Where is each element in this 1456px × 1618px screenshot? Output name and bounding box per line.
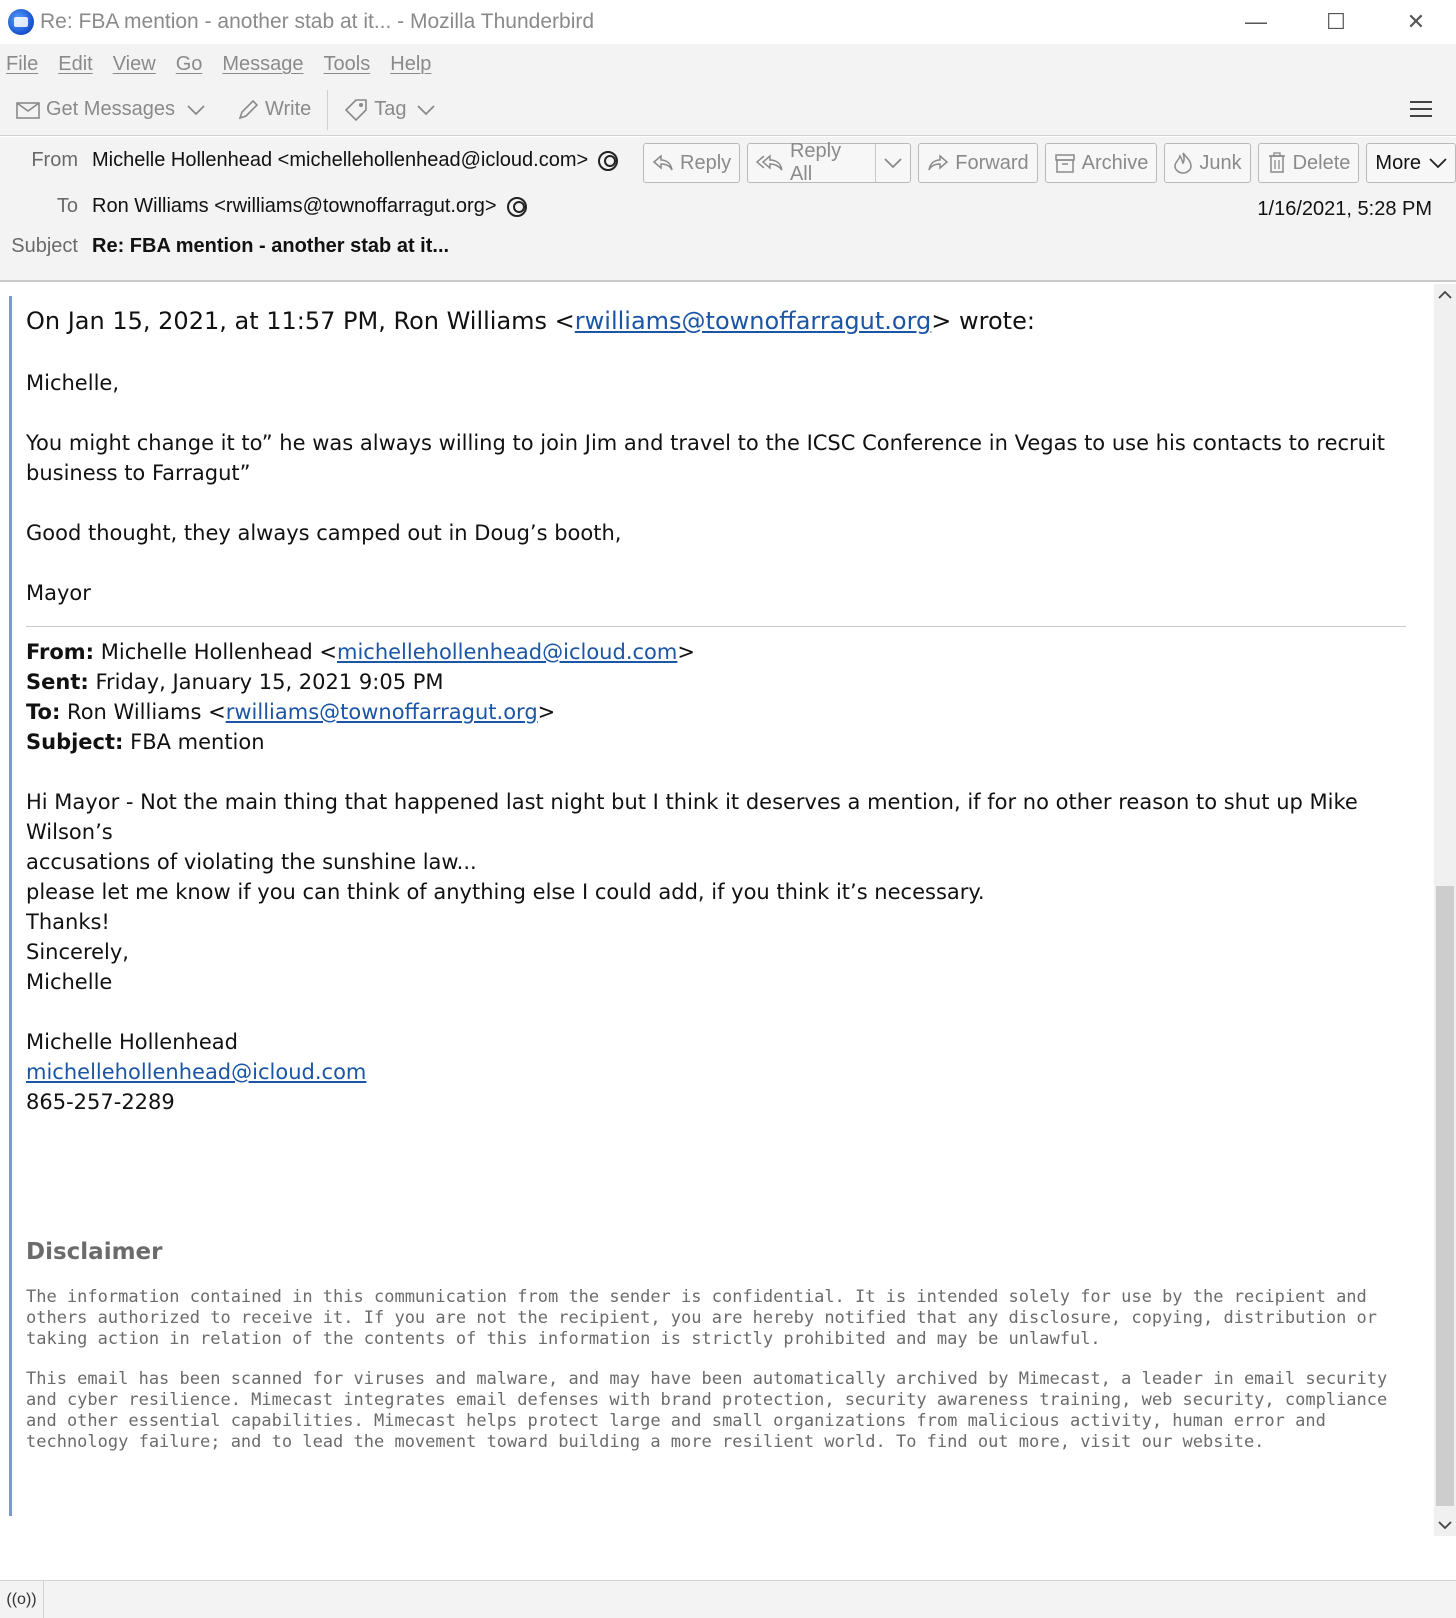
- scroll-down-button[interactable]: [1434, 1514, 1456, 1536]
- tag-icon: [344, 98, 368, 122]
- junk-label: Junk: [1199, 151, 1242, 174]
- forward-button[interactable]: [918, 143, 1037, 183]
- menu-view[interactable]: View: [112, 52, 156, 75]
- get-messages-label: Get Messages: [46, 98, 175, 120]
- subject-row: [0, 235, 449, 258]
- online-status-icon[interactable]: ((o)): [0, 1581, 44, 1618]
- more-button[interactable]: [1366, 143, 1456, 183]
- chevron-up-icon: [1438, 290, 1452, 300]
- write-button[interactable]: [231, 90, 317, 130]
- fwd-to-label: To:: [26, 700, 61, 724]
- attribution-email-link[interactable]: rwilliams@townoffarragut.org: [574, 307, 932, 335]
- chevron-down-icon: [417, 104, 435, 116]
- quote-divider: [26, 626, 1406, 627]
- scroll-up-button[interactable]: [1434, 284, 1456, 306]
- from-row: [0, 149, 618, 172]
- fwd-subject-value: FBA mention: [123, 730, 265, 754]
- tag-button[interactable]: [338, 90, 446, 130]
- fwd-to-close: >: [537, 700, 556, 724]
- title-bar: [0, 0, 1456, 44]
- subject-value: Re: FBA mention - another stab at it...: [92, 235, 450, 257]
- fwd-from-email-link[interactable]: michellehollenhead@icloud.com: [336, 640, 678, 664]
- pencil-icon: [237, 99, 259, 121]
- toolbar-separator: [327, 90, 328, 130]
- window-title: Re: FBA mention - another stab at it... - Mozilla Thunderbird: [40, 10, 595, 33]
- app-menu-hamburger-icon[interactable]: [1410, 94, 1434, 124]
- fwd-from-name: Michelle Hollenhead <: [94, 640, 337, 664]
- window-controls: [1216, 0, 1456, 44]
- chevron-down-icon: [884, 157, 902, 169]
- junk-button[interactable]: [1164, 143, 1250, 183]
- header-actions: [643, 140, 1456, 185]
- reply-all-icon: [756, 154, 784, 172]
- delete-label: Delete: [1292, 151, 1351, 174]
- fwd-to-name: Ron Williams <: [60, 700, 226, 724]
- menu-help[interactable]: Help: [390, 52, 432, 75]
- archive-button[interactable]: [1045, 143, 1158, 183]
- forward-icon: [927, 154, 949, 172]
- quote-attribution: [26, 304, 1406, 338]
- scroll-thumb[interactable]: [1436, 886, 1454, 1506]
- fwd-sent-value: Friday, January 15, 2021 9:05 PM: [88, 670, 444, 694]
- fwd-sent-label: Sent:: [26, 670, 89, 694]
- tag-label: Tag: [374, 98, 407, 120]
- message-body: [0, 284, 1456, 1580]
- reply-paragraph-line: You might change it to” he was always willing to join Jim and travel to the ICSC Conference in Vegas to use his contacts to recruit: [26, 431, 1386, 455]
- reply-paragraph-line: business to Farragut”: [26, 461, 251, 485]
- status-bar: [0, 1580, 1456, 1618]
- message-date: 1/16/2021, 5:28 PM: [1257, 198, 1432, 220]
- body-line: Thanks!: [26, 910, 110, 934]
- write-label: Write: [264, 98, 312, 120]
- main-toolbar: [0, 84, 1456, 136]
- signature-phone: 865-257-2289: [26, 1090, 175, 1114]
- body-line: Hi Mayor - Not the main thing that happened last night but I think it deserves a mention, if for no other reason to shut up Mike Wilson’s: [26, 790, 1358, 844]
- to-row: [0, 195, 527, 218]
- reply-all-split-button: [747, 140, 911, 185]
- reply-all-label: Reply All: [789, 140, 842, 185]
- archive-label: Archive: [1081, 151, 1149, 174]
- menu-bar: [0, 44, 1456, 84]
- to-label: To: [56, 195, 78, 217]
- body-line: accusations of violating the sunshine law...: [26, 850, 477, 874]
- reply-signoff: Mayor: [26, 581, 91, 605]
- disclaimer-text: The information contained in this communication from the sender is confidential. It is intended solely for use by the recipient and others authorized to receive it. If you are not the recipient, you are hereby notified that any disclosure, copying, distribution or taking action in relation of the contents of this information is strictly prohibited and may be unlawful.: [26, 1287, 1378, 1349]
- disclaimer-text: This email has been scanned for viruses and malware, and may have been automatically archived by Mimecast, a leader in email security and cyber resilience. Mimecast integrates email defenses with brand protection, security awareness training, web security, compliance and other essential capabilities. Mimecast helps protect large and small organizations from malicious activity, human error and technology failure; and to lead the movement toward building a more resilient world. To find out more, visit our website.: [26, 1369, 1388, 1452]
- reply-paragraph: Good thought, they always camped out in Doug’s booth,: [26, 521, 622, 545]
- chevron-down-icon: [1438, 1520, 1452, 1530]
- add-contact-icon[interactable]: [598, 151, 618, 171]
- close-button[interactable]: ✕: [1406, 9, 1426, 34]
- message-content: [26, 304, 1406, 1117]
- fwd-from-label: From:: [26, 640, 95, 664]
- archive-icon: [1054, 152, 1076, 174]
- quote-bar: [9, 296, 12, 1516]
- message-header: [0, 137, 1456, 282]
- forwarded-to: [26, 697, 1406, 727]
- thunderbird-logo-icon: [8, 9, 34, 35]
- forwarded-from: [26, 637, 1406, 667]
- signature-name: Michelle Hollenhead: [26, 1030, 238, 1054]
- menu-message[interactable]: Message: [222, 52, 304, 75]
- reply-label: Reply: [680, 151, 732, 174]
- reply-icon: [652, 154, 674, 172]
- reply-all-dropdown[interactable]: [876, 144, 910, 182]
- signature-email-link[interactable]: michellehollenhead@icloud.com: [26, 1060, 367, 1084]
- forward-label: Forward: [955, 151, 1029, 174]
- get-messages-button[interactable]: [10, 90, 181, 130]
- more-label: More: [1375, 151, 1421, 174]
- attribution-suffix: > wrote:: [931, 307, 1035, 335]
- from-value[interactable]: Michelle Hollenhead <michellehollenhead@icloud.com>: [92, 149, 589, 171]
- flame-icon: [1173, 152, 1193, 174]
- add-contact-icon[interactable]: [507, 197, 527, 217]
- subject-label: Subject: [11, 235, 78, 257]
- body-line: please let me know if you can think of anything else I could add, if you think it’s necessary.: [26, 880, 985, 904]
- get-messages-dropdown[interactable]: [181, 90, 217, 130]
- attribution-prefix: On Jan 15, 2021, at 11:57 PM, Ron Williams <: [26, 307, 575, 335]
- reply-all-button[interactable]: [748, 140, 875, 185]
- chevron-down-icon: [1429, 157, 1447, 169]
- minimize-button[interactable]: —: [1245, 9, 1267, 34]
- maximize-button[interactable]: ☐: [1326, 9, 1346, 34]
- fwd-to-email-link[interactable]: rwilliams@townoffarragut.org: [225, 700, 538, 724]
- reply-button[interactable]: [643, 143, 740, 183]
- body-line: Sincerely,: [26, 940, 129, 964]
- forwarded-sent: [26, 667, 1406, 697]
- greeting: Michelle,: [26, 371, 119, 395]
- delete-button[interactable]: [1258, 143, 1360, 183]
- trash-icon: [1267, 152, 1287, 174]
- from-label: From: [31, 149, 78, 171]
- menu-file[interactable]: File: [6, 52, 39, 75]
- chevron-down-icon: [187, 104, 205, 116]
- menu-go[interactable]: Go: [175, 52, 203, 75]
- fwd-subject-label: Subject:: [26, 730, 124, 754]
- vertical-scrollbar[interactable]: [1434, 284, 1456, 1536]
- envelope-download-icon: [16, 100, 40, 120]
- forwarded-subject: [26, 727, 1406, 757]
- menu-edit[interactable]: Edit: [58, 52, 93, 75]
- fwd-from-close: >: [677, 640, 695, 664]
- menu-tools[interactable]: Tools: [323, 52, 371, 75]
- body-line: Michelle: [26, 970, 113, 994]
- to-value[interactable]: Ron Williams <rwilliams@townoffarragut.org>: [92, 195, 497, 217]
- disclaimer-title: Disclaimer: [26, 1239, 163, 1265]
